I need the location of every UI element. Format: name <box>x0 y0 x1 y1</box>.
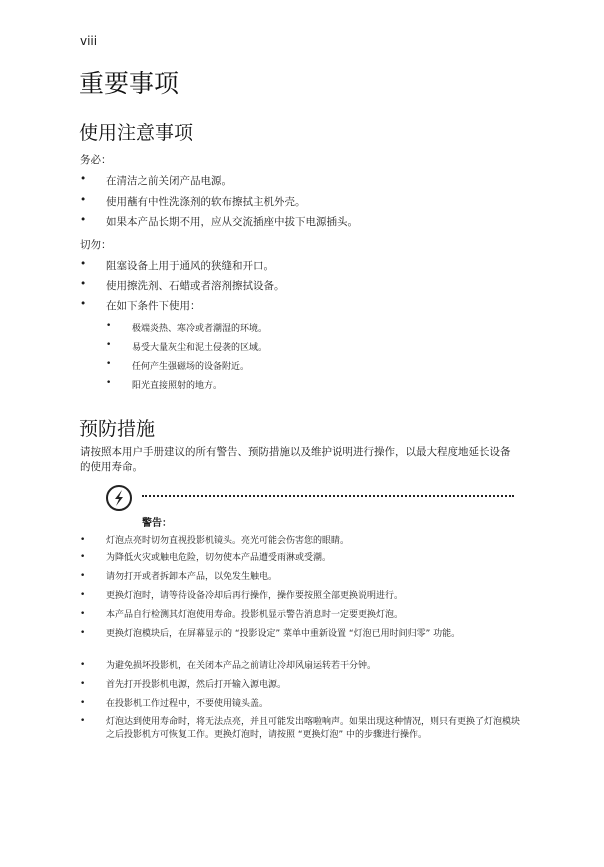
page-title: 重要事项 <box>79 69 180 98</box>
lightning-warning-icon <box>106 485 132 511</box>
dont-label: 切勿： <box>80 239 112 251</box>
warning-divider <box>142 495 514 497</box>
must-label: 务必： <box>80 154 112 166</box>
warning-label: 警告： <box>142 518 172 529</box>
section-heading-usage: 使用注意事项 <box>79 122 194 144</box>
intro-paragraph: 请按照本用户手册建议的所有警告、预防措施以及维护说明进行操作，以最大程度地延长设备的使用寿命。 <box>80 446 511 473</box>
page-number: viii <box>80 34 98 48</box>
section-heading-precautions: 预防措施 <box>79 418 156 440</box>
